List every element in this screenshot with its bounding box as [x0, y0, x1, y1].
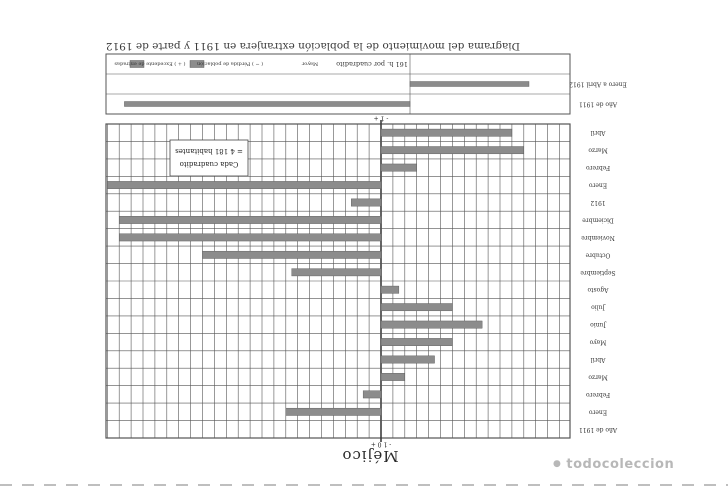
month-label-13: 1912 — [590, 199, 606, 206]
bar-8 — [381, 286, 399, 293]
bar-12 — [119, 216, 381, 223]
unit-note-line-0: Cada cuadradito — [179, 160, 239, 168]
bar-5 — [381, 338, 452, 345]
summary-bar-0 — [124, 102, 410, 107]
bar-13 — [351, 199, 381, 206]
bar-9 — [292, 269, 381, 276]
watermark-text: todocoleccion — [566, 457, 675, 472]
month-label-12: Diciembre — [582, 216, 614, 224]
legend-label-2: Mayor — [301, 60, 319, 67]
month-label-3: Marzo — [588, 373, 608, 381]
watermark-dot: ● — [553, 459, 562, 469]
month-label-17: Abril — [590, 129, 606, 137]
month-label-6: Junio — [590, 321, 606, 329]
bottom-dash-line — [0, 484, 728, 486]
bar-7 — [381, 304, 452, 311]
scale-marker-1: - 1 0 + — [370, 440, 392, 448]
month-label-16: Marzo — [588, 146, 608, 154]
legend-label-0: ( + ) Excedente de entradas — [114, 60, 186, 67]
scale-note: 161 h. por cuadradito — [336, 60, 408, 68]
month-label-2: Febrero — [585, 390, 611, 398]
bar-15 — [381, 164, 417, 171]
summary-bar-1 — [410, 82, 529, 87]
month-label-0: Año de 1911 — [578, 425, 618, 433]
month-label-1: Enero — [588, 408, 608, 416]
watermark — [553, 457, 674, 472]
month-label-14: Enero — [588, 181, 608, 189]
month-label-10: Octubre — [585, 251, 611, 259]
scale-marker-0: - 1 + — [373, 114, 389, 122]
page-title: Diagrama del movimiento de la población extranjera en 1911 y parte de 1912 — [105, 40, 520, 52]
bar-10 — [203, 251, 382, 258]
unit-box — [170, 140, 248, 176]
bar-2 — [363, 391, 381, 398]
month-label-7: Julio — [591, 303, 605, 311]
bar-4 — [381, 356, 435, 363]
month-label-8: Agosto — [587, 286, 609, 294]
summary-label-0: Año de 1911 — [578, 100, 618, 108]
month-label-15: Febrero — [585, 164, 611, 172]
country-label: Méjico — [341, 447, 399, 465]
month-label-4: Abril — [590, 356, 606, 363]
unit-note-line-1: = 4 181 habitantes — [175, 147, 243, 155]
legend-label-1: ( − ) Pérdida de población — [196, 60, 264, 67]
month-label-11: Noviembre — [581, 233, 615, 241]
bar-14 — [107, 181, 381, 188]
bar-17 — [381, 129, 512, 136]
bar-6 — [381, 321, 482, 328]
bar-11 — [119, 234, 381, 241]
bar-16 — [381, 147, 524, 154]
bar-1 — [286, 408, 381, 415]
month-label-9: Septiembre — [580, 268, 616, 276]
summary-label-1: Enero a Abril 1912 — [569, 80, 627, 88]
bar-3 — [381, 373, 405, 380]
month-label-5: Mayo — [589, 338, 607, 346]
